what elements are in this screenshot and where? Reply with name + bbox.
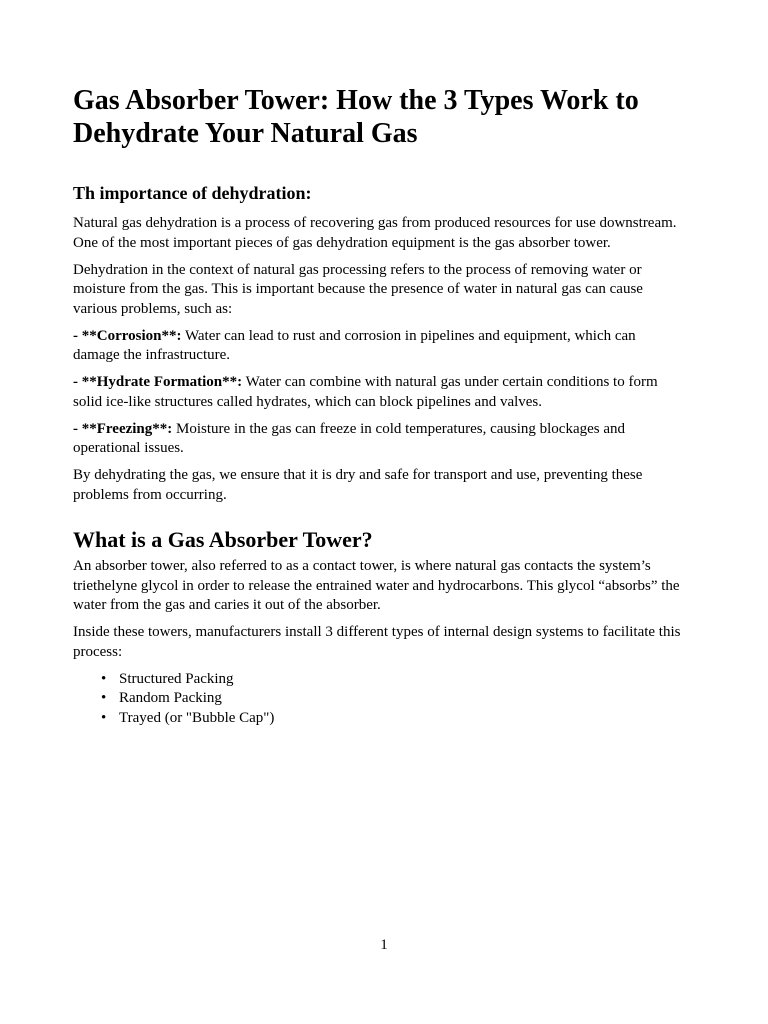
problem-corrosion [73, 327, 683, 366]
page-number: 1 [380, 937, 388, 953]
problem-text: Moisture in the gas can freeze in cold temperatures, causing blockages and operational issues. [73, 420, 626, 456]
bullet-icon: • [101, 670, 107, 687]
intro-paragraph-1: Natural gas dehydration is a process of recovering gas from produced resources for use downstream. One of the most important pieces of gas dehydration equipment is the gas absorber tower. [73, 215, 677, 251]
document-page [73, 84, 683, 728]
problem-label: - **Hydrate Formation**: [73, 374, 243, 390]
section-paragraph-1: An absorber tower, also referred to as a contact tower, is where natural gas contacts the system’s triethelyne glycol in order to release the entrained water and hydrocarbons. This glycol “absorbs” the water from the gas and caries it out of the absorber. [73, 558, 680, 613]
problem-label: - **Freezing**: [73, 420, 173, 437]
list-item [101, 670, 683, 690]
section-heading: What is a Gas Absorber Tower? [73, 527, 373, 552]
intro-paragraph-2: Dehydration in the context of natural gas processing refers to the process of removing water or moisture from the gas. This is important because the presence of water in natural gas can cause various problems, such as: [73, 261, 643, 317]
conclusion-paragraph: By dehydrating the gas, we ensure that it is dry and safe for transport and use, preventing these problems from occurring. [73, 467, 643, 503]
list-item [101, 709, 683, 729]
bullet-icon: • [101, 709, 107, 726]
subheading: Th importance of dehydration: [73, 183, 312, 203]
list-item-text: Random Packing [119, 690, 222, 706]
section-paragraph-2: Inside these towers, manufacturers install 3 different types of internal design systems to facilitate this process: [73, 624, 681, 660]
problem-label: - **Corrosion**: [73, 327, 182, 344]
bullet-icon: • [101, 690, 107, 706]
problem-hydrate-formation [73, 373, 683, 412]
page-title: Gas Absorber Tower: How the 3 Types Work to Dehydrate Your Natural Gas [73, 85, 639, 149]
list-item-text: Structured Packing [119, 670, 234, 687]
list-item [101, 689, 683, 709]
problem-text: Water can lead to rust and corrosion in pipelines and equipment, which can damage the infrastructure. [73, 327, 636, 363]
problem-freezing [73, 420, 683, 459]
list-item-text: Trayed (or "Bubble Cap") [119, 709, 275, 726]
tower-types-list [73, 670, 683, 729]
problem-text: Water can combine with natural gas under certain conditions to form solid ice-like structures called hydrates, which can block pipelines and valves. [73, 374, 658, 410]
